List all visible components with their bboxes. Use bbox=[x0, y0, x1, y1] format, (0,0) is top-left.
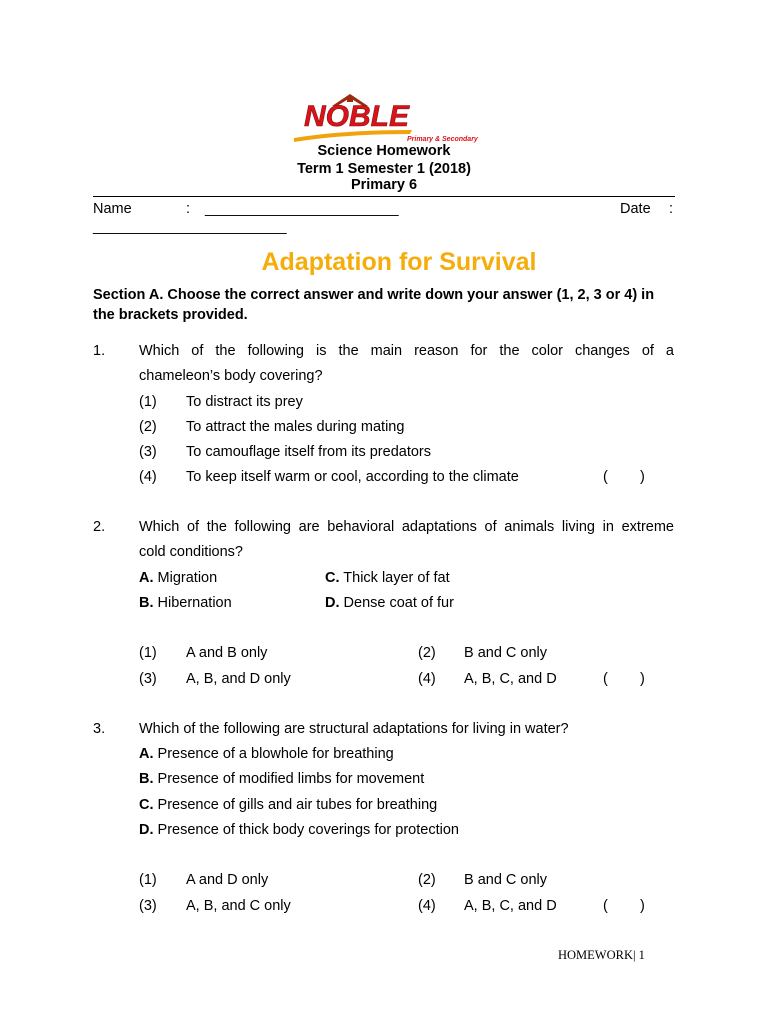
svg-text:NOBLE: NOBLE bbox=[304, 100, 409, 133]
question-2-text-line2: cold conditions? bbox=[139, 544, 243, 560]
q1-option-1-text: To distract its prey bbox=[186, 394, 303, 410]
worksheet-title: Adaptation for Survival bbox=[261, 248, 537, 276]
q3-option-1-number: (1) bbox=[139, 872, 157, 888]
q3-statement-a: A. Presence of a blowhole for breathing bbox=[139, 746, 394, 762]
q2-option-2-number: (2) bbox=[418, 645, 436, 661]
q2-statement-d: D. Dense coat of fur bbox=[325, 595, 454, 611]
q3-option-3-number: (3) bbox=[139, 898, 157, 914]
q3-option-1-text: A and D only bbox=[186, 872, 269, 888]
name-colon: : bbox=[186, 201, 191, 217]
term-heading: Term 1 Semester 1 (2018) bbox=[297, 161, 471, 177]
name-field[interactable]: ________________________ bbox=[205, 201, 399, 217]
q3-statement-d: D. Presence of thick body coverings for protection bbox=[139, 822, 459, 838]
q3-answer-bracket[interactable]: ( ) bbox=[603, 898, 645, 914]
q2-option-2-text: B and C only bbox=[464, 645, 548, 661]
q1-option-1-number: (1) bbox=[139, 394, 157, 410]
q3-option-2-number: (2) bbox=[418, 872, 436, 888]
name-label: Name bbox=[93, 201, 132, 217]
section-a-instructions: Section A. Choose the correct answer and write down your answer (1, 2, 3 or 4) in the brackets provided. bbox=[93, 287, 655, 323]
q3-statement-c: C. Presence of gills and air tubes for breathing bbox=[139, 797, 438, 813]
question-1-number: 1. bbox=[93, 343, 106, 359]
header-rule bbox=[93, 196, 675, 197]
q2-statement-c: C. Thick layer of fat bbox=[325, 570, 450, 586]
page-footer: HOMEWORK| 1 bbox=[558, 948, 645, 962]
date-label: Date bbox=[620, 201, 651, 217]
q1-answer-bracket[interactable]: ( ) bbox=[603, 469, 645, 485]
q1-option-3-number: (3) bbox=[139, 444, 157, 460]
date-field[interactable]: ________________________ bbox=[93, 219, 287, 235]
q2-option-4-number: (4) bbox=[418, 671, 436, 687]
q2-option-3-number: (3) bbox=[139, 671, 157, 687]
q2-option-1-number: (1) bbox=[139, 645, 157, 661]
q3-option-4-number: (4) bbox=[418, 898, 436, 914]
q2-option-3-text: A, B, and D only bbox=[186, 671, 291, 687]
q3-option-3-text: A, B, and C only bbox=[186, 898, 291, 914]
question-1-text-line1: Which of the following is the main reason for the color changes of a bbox=[139, 343, 674, 359]
school-logo bbox=[292, 94, 482, 146]
q2-option-1-text: A and B only bbox=[186, 645, 268, 661]
q1-option-2-text: To attract the males during mating bbox=[186, 419, 405, 435]
question-2-number: 2. bbox=[93, 519, 106, 535]
svg-text:Primary & Secondary: Primary & Secondary bbox=[407, 136, 478, 143]
subject-heading: Science Homework bbox=[317, 143, 451, 159]
q2-answer-bracket[interactable]: ( ) bbox=[603, 671, 645, 687]
q1-option-4-text: To keep itself warm or cool, according to the climate bbox=[186, 469, 519, 485]
level-heading: Primary 6 bbox=[350, 177, 418, 193]
question-1-text-line2: chameleon’s body covering? bbox=[139, 368, 323, 384]
date-colon: : bbox=[669, 201, 674, 217]
q1-option-4-number: (4) bbox=[139, 469, 157, 485]
q3-option-4-text: A, B, C, and D bbox=[464, 898, 557, 914]
q2-statement-a: A. Migration bbox=[139, 570, 218, 586]
q1-option-3-text: To camouflage itself from its predators bbox=[186, 444, 431, 460]
q3-option-2-text: B and C only bbox=[464, 872, 548, 888]
q2-statement-b: B. Hibernation bbox=[139, 595, 232, 611]
q1-option-2-number: (2) bbox=[139, 419, 157, 435]
question-3-text: Which of the following are structural adaptations for living in water? bbox=[139, 721, 569, 737]
question-3-number: 3. bbox=[93, 721, 106, 737]
q3-statement-b: B. Presence of modified limbs for movement bbox=[139, 771, 425, 787]
q2-option-4-text: A, B, C, and D bbox=[464, 671, 557, 687]
question-2-text-line1: Which of the following are behavioral adaptations of animals living in extreme bbox=[139, 519, 674, 535]
